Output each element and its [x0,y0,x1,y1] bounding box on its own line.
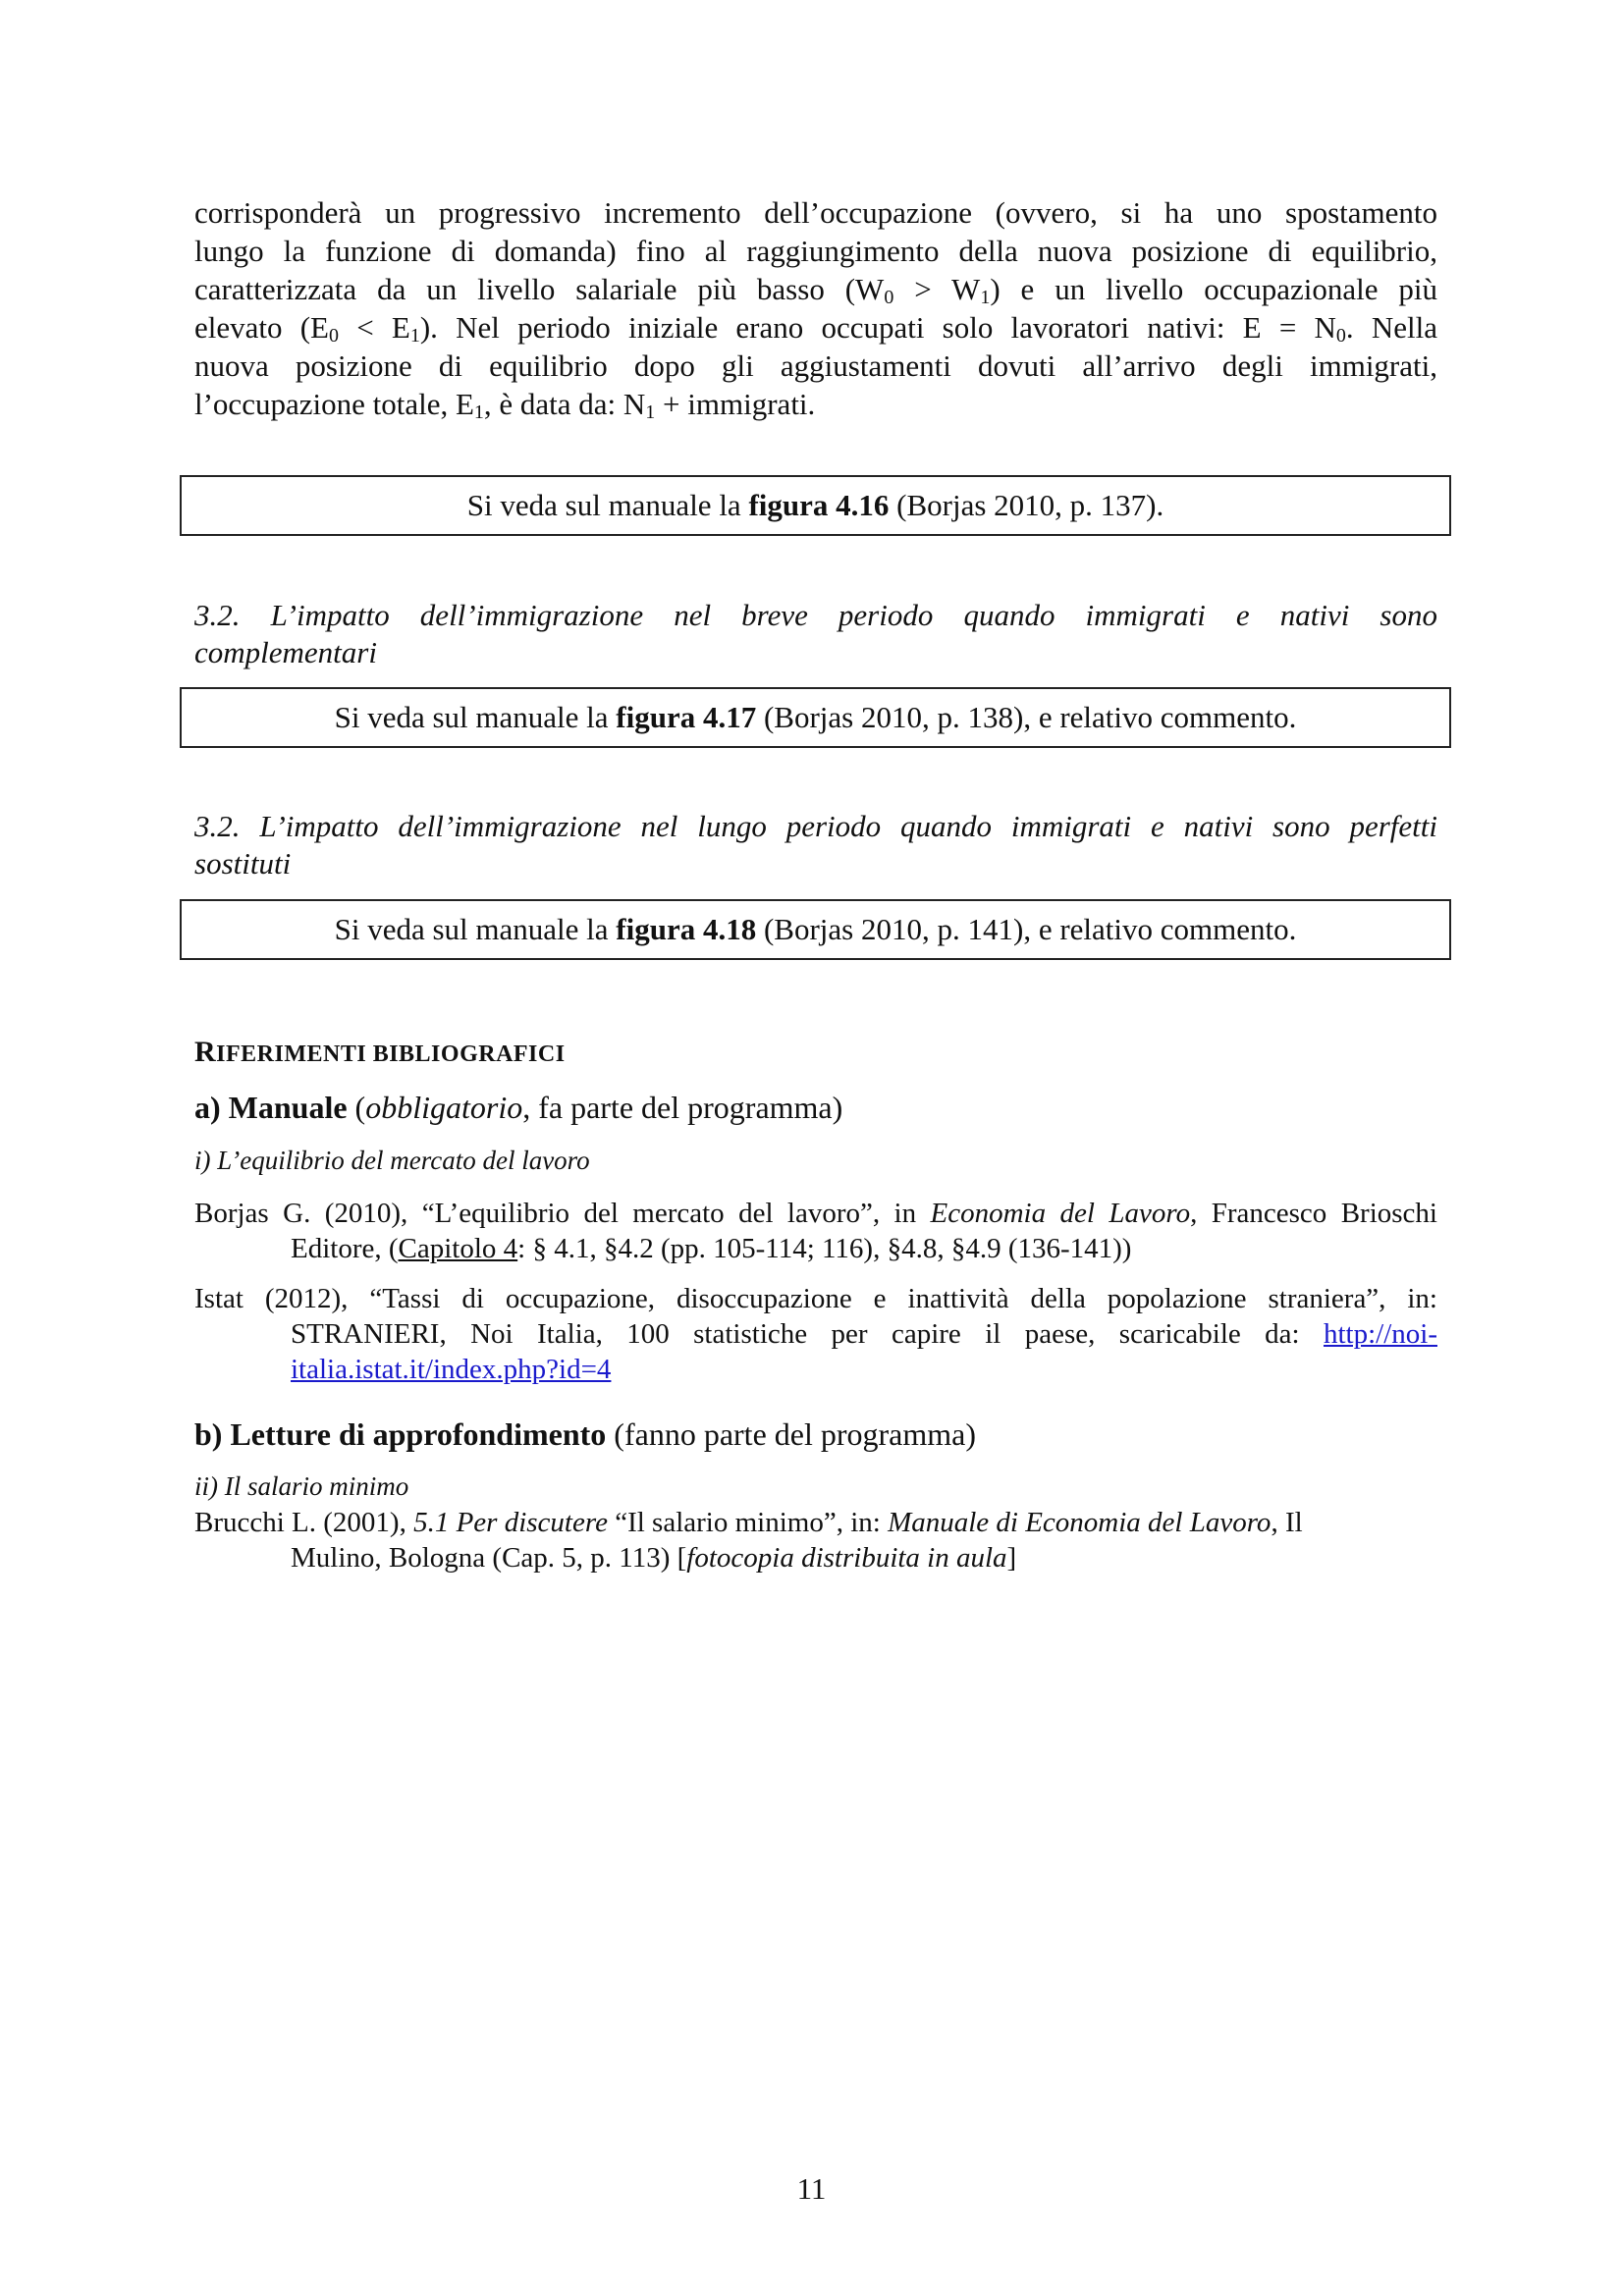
references-title: RIFERIMENTI BIBLIOGRAFICI [194,1036,566,1068]
intro-line: caratterizzata da un livello salariale più basso $(W_0 > W_1)$ e un livello occupazionale più [194,272,1438,308]
intro-line: corrisponderà un progressivo incremento dell’occupazione (ovvero, si ha uno spostamento [194,195,1437,230]
page-number: 11 [796,2171,827,2206]
subsection-i-heading: i) L’equilibrio del mercato del lavoro [194,1146,590,1175]
subsection-ii-heading: ii) Il salario minimo [194,1471,409,1501]
intro-paragraph [194,193,1437,423]
section-heading: 3.2. L’impatto dell’immigrazione nel breve periodo quando immigrati e nativi sono complementari [194,598,1437,669]
intro-line: nuova posizione di equilibrio dopo gli aggiustamenti dovuti all’arrivo degli immigrati, [194,348,1437,383]
istat-link-continued[interactable]: italia.istat.it/index.php?id=4 [291,1354,612,1385]
intro-line: lungo la funzione di domanda) fino al raggiungimento della nuova posizione di equilibrio, [194,234,1437,268]
reference-brucchi: Brucchi L. (2001), 5.1 Per discutere “Il salario minimo”, in: Manuale di Economia del Lavoro, Il Mulino, Bologna (Cap. 5, p. 113) [fotocopia distribuita in aula] [194,1507,1303,1574]
section-heading: 3.2. L’impatto dell’immigrazione nel lungo periodo quando immigrati e nativi sono perfetti sostituti [194,809,1437,881]
reference-istat: Istat (2012), “Tassi di occupazione, disoccupazione e inattività della popolazione straniera”, in: STRANIERI, Noi Italia, 100 statistiche per capire il paese, scaricabile da: http://noi- italia.istat.it/index.php?id=4 [194,1283,1437,1385]
intro-line: l’occupazione totale, $E_1$, è data da: $N_1$ + immigrati. [194,387,816,423]
section-b-heading: b) Letture di approfondimento (fanno parte del programma) [194,1416,977,1452]
istat-link[interactable]: http://noi- [1324,1318,1437,1350]
figure-reference-box: Si veda sul manuale la figura 4.16 (Borjas 2010, p. 137). [180,475,1451,536]
reference-borjas: Borjas G. (2010), “L’equilibrio del mercato del lavoro”, in Economia del Lavoro, Francesco Brioschi Editore, (Capitolo 4: § 4.1, §4.2 (pp. 105-114; 116), §4.8, §4.9 (136-141)) [194,1198,1437,1264]
section-a-heading: a) Manuale (obbligatorio, fa parte del programma) [194,1090,843,1125]
figure-reference-box: Si veda sul manuale la figura 4.18 (Borjas 2010, p. 141), e relativo commento. [180,899,1451,960]
figure-reference-box: Si veda sul manuale la figura 4.17 (Borjas 2010, p. 138), e relativo commento. [180,687,1451,748]
intro-line: elevato $(E_0 < E_1)$. Nel periodo iniziale erano occupati solo lavoratori nativi: $E = N_0$. Nella [194,310,1438,347]
